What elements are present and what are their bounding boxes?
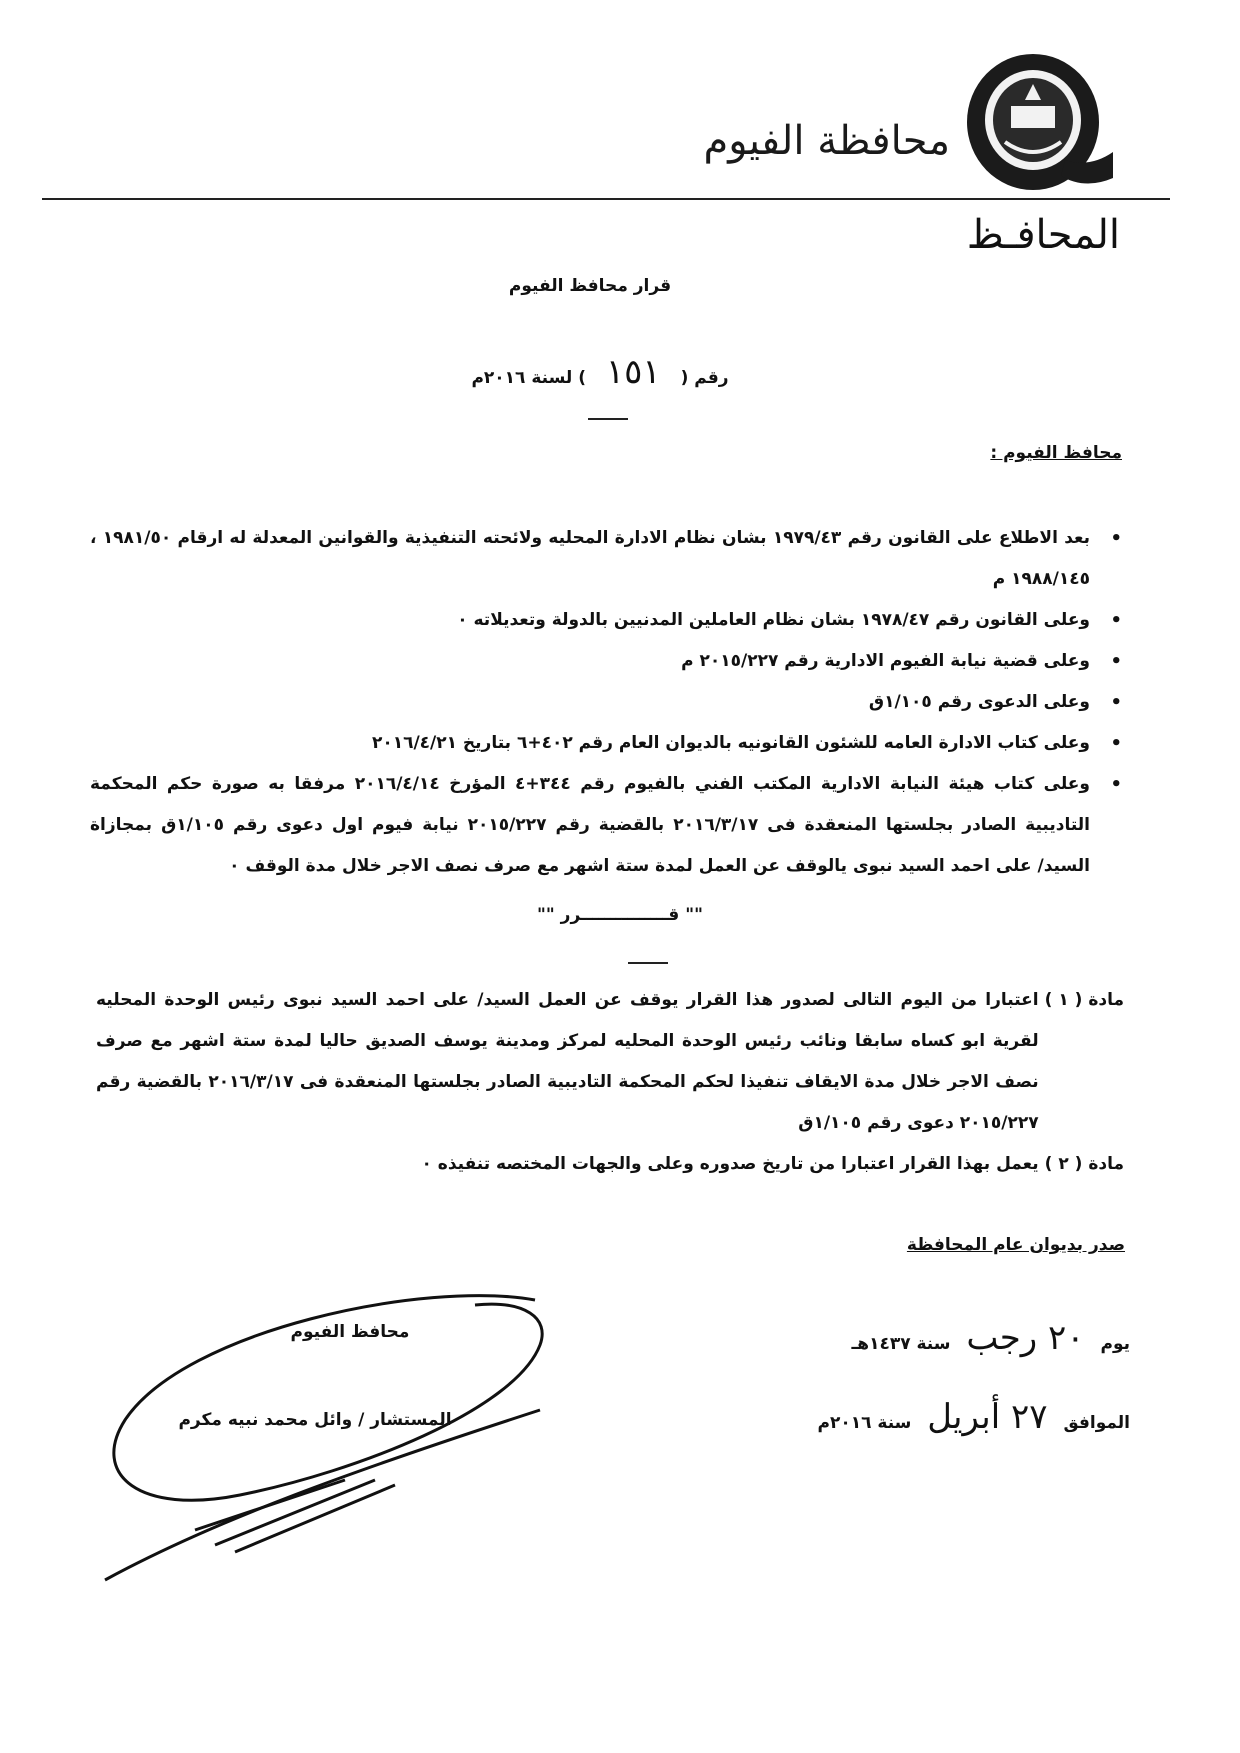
hijri-day-label: يوم [1100, 1334, 1130, 1354]
hijri-date-line [790, 1318, 1130, 1358]
decision-title: قرار محافظ الفيوم [508, 276, 672, 296]
issued-at: صدر بديوان عام المحافظة [906, 1235, 1125, 1255]
governorate-name: محافظة الفيوم [703, 118, 950, 164]
preamble-list [90, 518, 1090, 887]
article-1 [96, 980, 1124, 1144]
preamble-item: • وعلى القانون رقم ١٩٧٨/٤٧ بشان نظام العاملين المدنيين بالدولة وتعديلاته ٠ [90, 600, 1090, 641]
preamble-item: • بعد الاطلاع على القانون رقم ١٩٧٩/٤٣ بشان نظام الادارة المحليه ولائحته التنفيذية والقوانين المعدلة له ارقام ١٩٨١/٥٠ ، ١٩٨٨/١٤٥ م [90, 518, 1090, 600]
preamble-item: • وعلى كتاب هيئة النيابة الادارية المكتب الفني بالفيوم رقم ٣٤٤+٤ المؤرخ ٢٠١٦/٤/١٤ مرفقا به صورة حكم المحكمة التاديبية الصادر بجلستها المنعقدة فى ٢٠١٦/٣/١٧ بالقضية رقم ٢٠١٥/٢٢٧ نيابة فيوم اول دعوى رقم ١/١٠٥ق بمجازاة السيد/ على احمد السيد نبوى يالوقف عن العمل لمدة ستة اشهر مع صرف نصف الاجر خلال مدة الوقف ٠ [90, 764, 1090, 887]
article-text: يعمل بهذا القرار اعتبارا من تاريخ صدوره وعلى والجهات المختصه تنفيذه ٠ [421, 1154, 1039, 1174]
gregorian-year: سنة ٢٠١٦م [817, 1413, 912, 1433]
governor-label: المحافـظ [966, 212, 1120, 258]
title-divider [588, 418, 628, 420]
hijri-day-handwritten: ٢٠ رجب [966, 1318, 1085, 1358]
signature-title: محافظ الفيوم [290, 1322, 410, 1342]
preamble-item: • وعلى الدعوى رقم ١/١٠٥ق [90, 682, 1090, 723]
number-suffix: ) لسنة ٢٠١٦م [471, 368, 586, 388]
gregorian-day-handwritten: ٢٧ أبريل [927, 1397, 1048, 1437]
article-text: اعتبارا من اليوم التالى لصدور هذا القرار يوقف عن العمل السيد/ على احمد السيد نبوى رئيس الوحدة المحليه لقرية ابو كساه سابقا ونائب رئيس الوحدة المحليه لمركز ومدينة يوسف الصديق حاليا لمدة ستة اشهر مع صرف نصف الاجر خلال مدة الايقاف تنفيذا لحكم المحكمة التاديبية الصادر بجلستها المنعقدة فى ٢٠١٦/٣/١٧ بالقضية رقم ٢٠١٥/٢٢٧ دعوى رقم ١/١٠٥ق [96, 990, 1039, 1133]
article-label: مادة ( ٢ ) [1044, 1154, 1124, 1174]
number-prefix: رقم ( [680, 368, 729, 388]
article-2 [96, 1144, 1124, 1185]
addressee: محافظ الفيوم : [990, 443, 1122, 463]
decision-number-line [440, 352, 760, 392]
preamble-item: • وعلى كتاب الادارة العامه للشئون القانونيه بالديوان العام رقم ٤٠٢+٦ بتاريخ ٢٠١٦/٤/٢١ [90, 723, 1090, 764]
signature-name: المستشار / وائل محمد نبيه مكرم [178, 1410, 452, 1430]
governorate-seal-logo [965, 50, 1115, 195]
gregorian-label: الموافق [1063, 1413, 1130, 1433]
hijri-year: سنة ١٤٣٧هـ [851, 1334, 951, 1354]
gregorian-date-line [790, 1397, 1130, 1437]
articles [96, 980, 1124, 1185]
decides-divider [628, 962, 668, 964]
header-divider [42, 198, 1170, 200]
preamble-item: • وعلى قضية نيابة الفيوم الادارية رقم ٢٠١٥/٢٢٧ م [90, 641, 1090, 682]
article-label: مادة ( ١ ) [1044, 990, 1124, 1010]
decision-number-handwritten: ١٥١ [605, 352, 661, 392]
decides-heading: "" قـــــــــــــــرر "" [537, 905, 703, 925]
